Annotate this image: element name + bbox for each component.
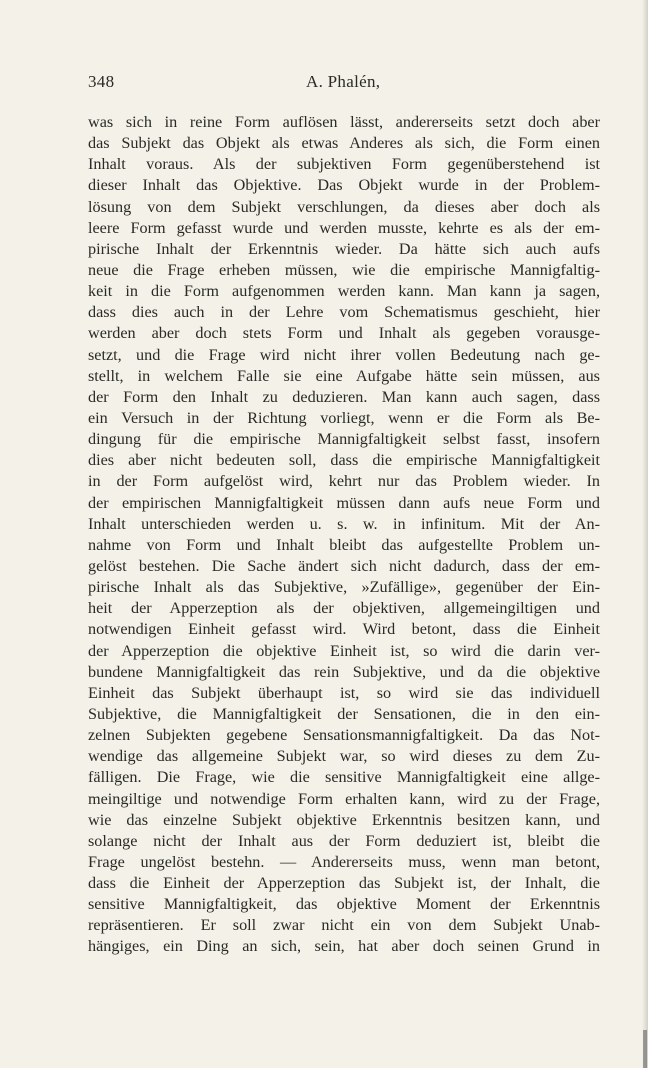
text-line: stellt, in welchem Falle sie eine Aufgabe hätte sein müssen, aus: [88, 366, 600, 385]
text-line: setzt, und die Frage wird nicht ihrer vollen Bedeutung nach ge-: [88, 345, 600, 364]
body-text: [88, 112, 600, 958]
text-line: repräsentieren. Er soll zwar nicht ein von dem Subjekt Unab-: [88, 916, 600, 935]
text-line: was sich in reine Form auflösen lässt, andererseits setzt doch aber: [88, 113, 600, 131]
text-line: nahme von Form und Inhalt bleibt das aufgestellte Problem un-: [88, 535, 600, 554]
text-line: dies aber nicht bedeuten soll, dass die empirische Mannigfaltigkeit: [88, 451, 600, 470]
text-line: dass dies auch in der Lehre vom Schematismus geschieht, hier: [88, 303, 600, 322]
text-line: solange nicht der Inhalt aus der Form deduziert ist, bleibt die: [88, 831, 600, 850]
page-edge-mark: [643, 1030, 647, 1068]
text-line: fälligen. Die Frage, wie die sensitive Mannigfaltigkeit eine allge-: [88, 768, 600, 787]
text-line: ein Versuch in der Richtung vorliegt, wenn er die Form als Be-: [88, 408, 600, 427]
text-line: zelnen Subjekten gegebene Sensationsmannigfaltigkeit. Da das Not-: [88, 726, 600, 745]
running-head: A. Phalén,: [306, 72, 381, 91]
page-header: [88, 72, 600, 96]
text-line: dass die Einheit der Apperzeption das Subjekt ist, der Inhalt, die: [88, 874, 600, 893]
text-line: der Apperzeption die objektive Einheit ist, so wird die darin ver-: [88, 641, 600, 660]
text-line: bundene Mannigfaltigkeit das rein Subjektive, und da die objektive: [88, 662, 600, 681]
text-line: der Form den Inhalt zu deduzieren. Man kann auch sagen, dass: [88, 387, 600, 406]
page-number: 348: [88, 72, 115, 91]
text-line: das Subjekt das Objekt als etwas Anderes als sich, die Form einen: [88, 134, 600, 153]
text-line: heit der Apperzeption als der objektiven, allgemeingiltigen und: [88, 599, 600, 618]
text-line: in der Form aufgelöst wird, kehrt nur das Problem wieder. In: [88, 472, 600, 491]
text-line: gelöst bestehen. Die Sache ändert sich nicht dadurch, dass der em-: [88, 556, 600, 575]
text-line: sensitive Mannigfaltigkeit, das objektive Moment der Erkenntnis: [88, 895, 600, 914]
text-line: dingung für die empirische Mannigfaltigkeit selbst fasst, insofern: [88, 430, 600, 449]
text-line: Inhalt unterschieden werden u. s. w. in infinitum. Mit der An-: [88, 514, 600, 533]
text-line: werden aber doch stets Form und Inhalt als gegeben vorausge-: [88, 324, 600, 343]
text-line: lösung von dem Subjekt verschlungen, da dieses aber doch als: [88, 197, 600, 216]
text-line: Subjektive, die Mannigfaltigkeit der Sensationen, die in den ein-: [88, 704, 600, 723]
text-line: Inhalt voraus. Als der subjektiven Form gegenüberstehend ist: [88, 155, 600, 174]
text-line: pirische Inhalt als das Subjektive, »Zufällige», gegenüber der Ein-: [88, 578, 600, 597]
page-edge-shadow: [642, 0, 648, 1068]
text-line: dieser Inhalt das Objektive. Das Objekt wurde in der Problem-: [88, 176, 600, 195]
text-line: wie das einzelne Subjekt objektive Erkenntnis besitzen kann, und: [88, 810, 600, 829]
text-line: Einheit das Subjekt überhaupt ist, so wird sie das individuell: [88, 683, 600, 702]
text-line: Frage ungelöst bestehn. — Andererseits muss, wenn man betont,: [88, 852, 600, 871]
text-line: notwendigen Einheit gefasst wird. Wird betont, dass die Einheit: [88, 620, 600, 639]
text-line: neue die Frage erheben müssen, wie die empirische Mannigfaltig-: [88, 260, 600, 279]
text-line: pirische Inhalt der Erkenntnis wieder. Da hätte sich auch aufs: [88, 239, 600, 258]
text-line: der empirischen Mannigfaltigkeit müssen dann aufs neue Form und: [88, 493, 600, 512]
text-line: keit in die Form aufgenommen werden kann. Man kann ja sagen,: [88, 282, 600, 301]
text-line: meingiltige und notwendige Form erhalten kann, wird zu der Frage,: [88, 789, 600, 808]
text-line: wendige das allgemeine Subjekt war, so wird dieses zu dem Zu-: [88, 747, 600, 766]
text-line: hängiges, ein Ding an sich, sein, hat aber doch seinen Grund in: [88, 937, 600, 956]
text-line: leere Form gefasst wurde und werden musste, kehrte es als der em-: [88, 218, 600, 237]
